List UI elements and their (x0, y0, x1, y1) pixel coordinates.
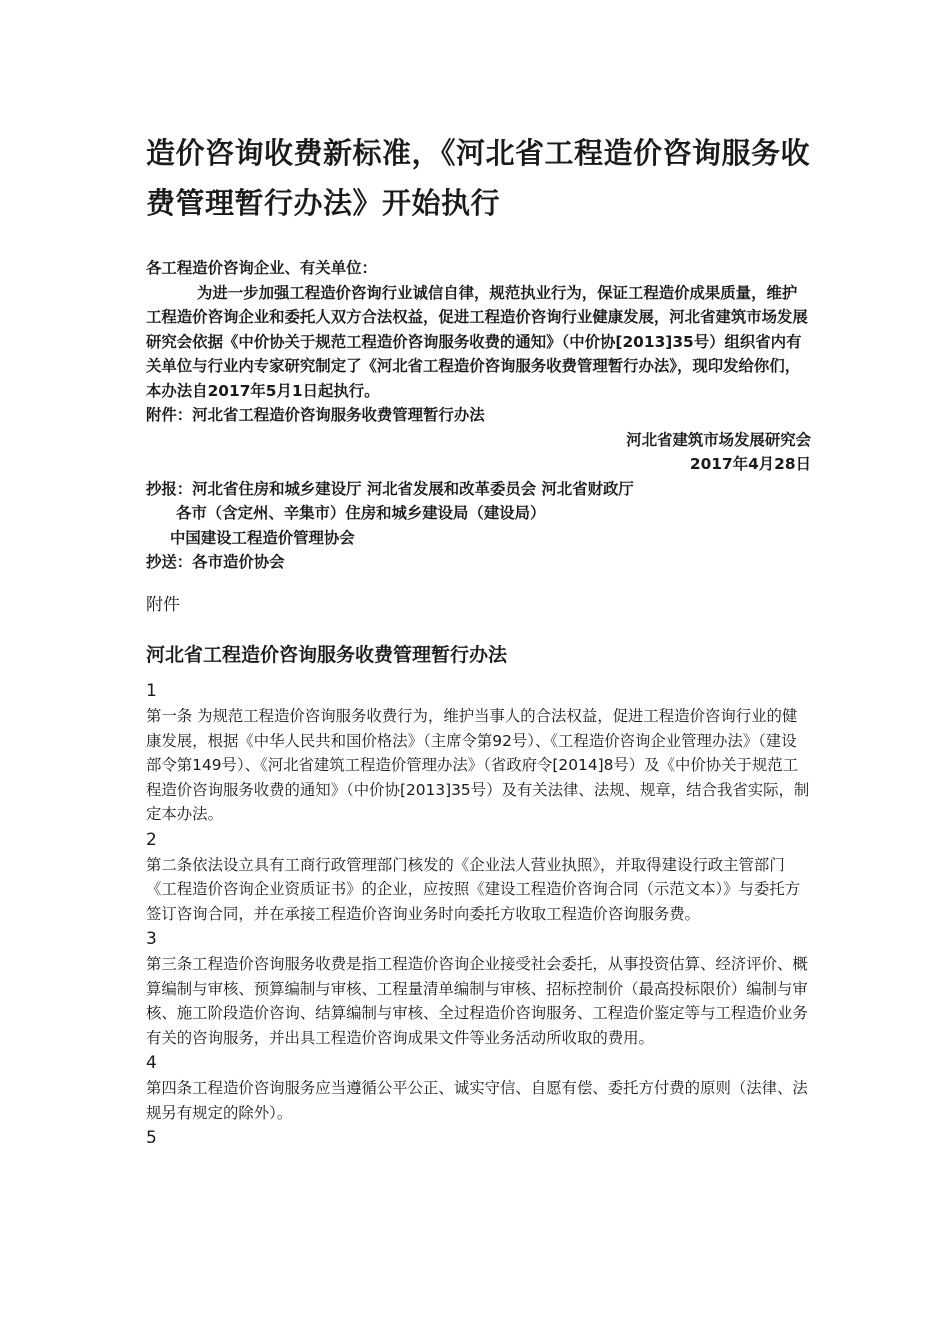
articles-list (146, 678, 811, 1151)
cc-report-line-1: 抄报：河北省住房和城乡建设厅 河北省发展和改革委员会 河北省财政厅 (146, 479, 634, 498)
notice-section (146, 256, 811, 575)
cc-report-line-3: 中国建设工程造价管理协会 (170, 528, 355, 547)
notice-date: 2017年4月28日 (689, 455, 811, 473)
cc-report-line-2: 各市（含定州、辛集市）住房和城乡建设局（建设局） (176, 504, 546, 522)
article-text: 第一条 为规范工程造价咨询服务收费行为，维护当事人的合法权益，促进工程造价咨询行业的健康发展，根据《中华人民共和国价格法》（主席令第92号）、《工程造价咨询企业管理办法》（建设部令第149号）、《河北省建筑工程造价管理办法》（省政府令[2014]8号）及《中价协关于规范工程造价咨询服务收费的通知》（中价协[2013]35号）及有关法律、法规、规章，结合我省实际，制定本办法。 (146, 707, 810, 823)
article-text: 第四条工程造价咨询服务应当遵循公平公正、诚实守信、自愿有偿、委托方付费的原则（法律、法规另有规定的除外）。 (146, 1079, 808, 1122)
attachment-label: 附件 (146, 595, 180, 615)
article-number: 4 (146, 1053, 157, 1073)
article-number: 3 (146, 929, 157, 949)
article-text: 第三条工程造价咨询服务收费是指工程造价咨询企业接受社会委托，从事投资估算、经济评价、概算编制与审核、预算编制与审核、工程量清单编制与审核、招标控制价（最高投标限价）编制与审核、施工阶段造价咨询、结算编制与审核、全过程造价咨询服务、工程造价鉴定等与工程造价业务有关的咨询服务，并出具工程造价咨询成果文件等业务活动所收取的费用。 (146, 955, 808, 1047)
notice-issuer: 河北省建筑市场发展研究会 (626, 430, 811, 449)
article-text: 第二条依法设立具有工商行政管理部门核发的《企业法人营业执照》，并取得建设行政主管部门《工程造价咨询企业资质证书》的企业，应按照《建设工程造价咨询合同（示范文本）》与委托方签订咨询合同，并在承接工程造价咨询业务时向委托方收取工程造价咨询服务费。 (146, 855, 801, 923)
cc-send: 抄送：各市造价协会 (146, 553, 285, 571)
notice-body: 为进一步加强工程造价咨询行业诚信自律，规范执业行为，保证工程造价成果质量，维护工程造价咨询企业和委托人双方合法权益，促进工程造价咨询行业健康发展，河北省建筑市场发展研究会依据《中价协关于规范工程造价咨询服务收费的通知》（中价协[2013]35号）组织省内有关单位与行业内专家研究制定了《河北省工程造价咨询服务收费管理暂行办法》，现印发给你们，本办法自2017年5月1日起执行。 (146, 283, 808, 400)
article-number: 5 (146, 1128, 157, 1148)
notice-salutation: 各工程造价咨询企业、有关单位： (146, 259, 377, 277)
article-number: 2 (146, 829, 157, 850)
notice-attachment: 附件：河北省工程造价咨询服务收费管理暂行办法 (146, 406, 485, 424)
article-number: 1 (146, 681, 157, 701)
document-title: 造价咨询收费新标准，《河北省工程造价咨询服务收费管理暂行办法》开始执行 (146, 136, 811, 220)
regulation-title: 河北省工程造价咨询服务收费管理暂行办法 (146, 644, 508, 666)
